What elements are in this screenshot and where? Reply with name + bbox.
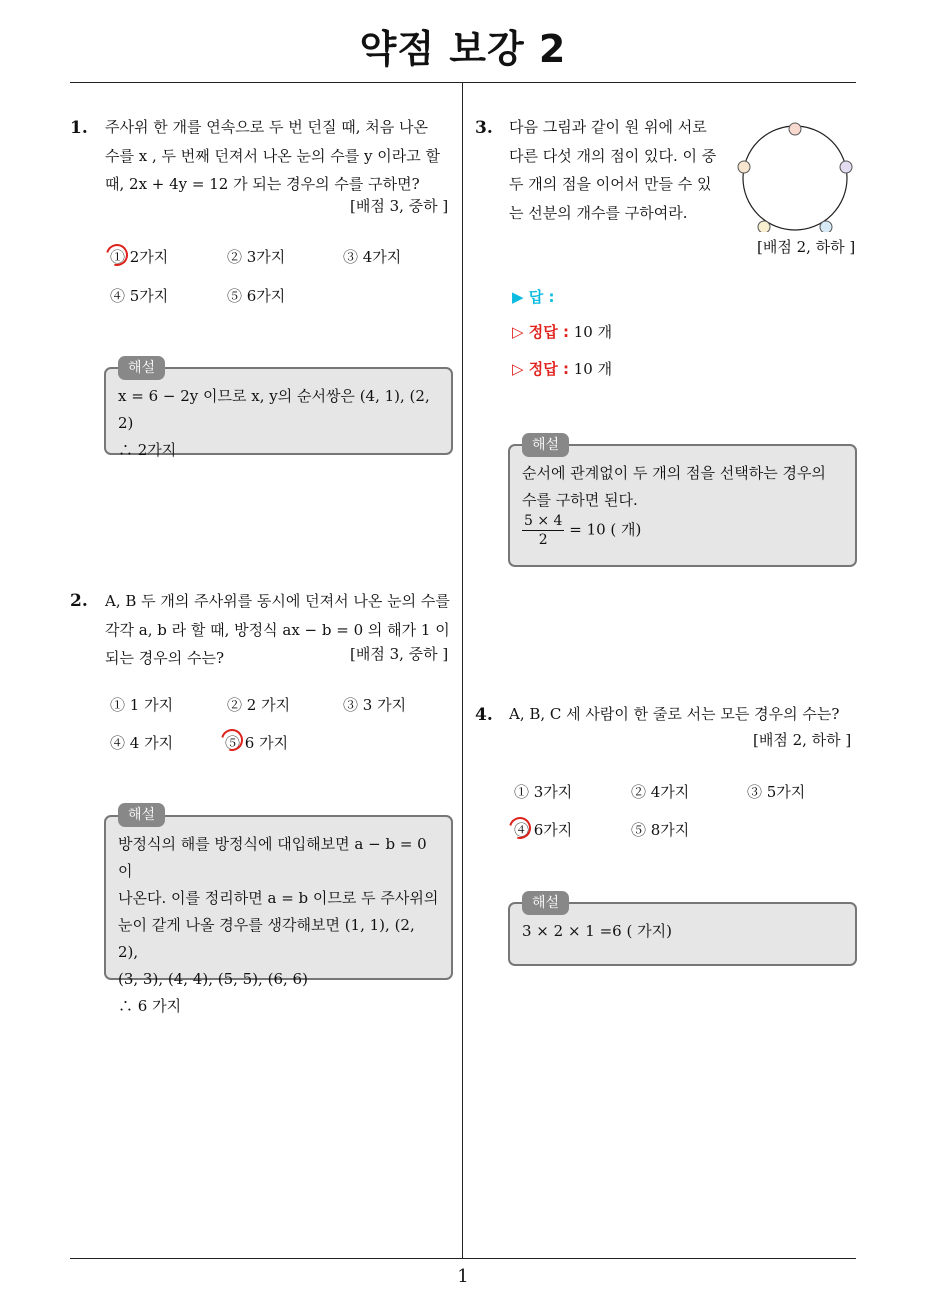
correct-answer-label: ▷ 정답 :	[512, 360, 569, 378]
explanation-tab: 해설	[118, 803, 165, 827]
explanation-box: 순서에 관계없이 두 개의 점을 선택하는 경우의 수를 구하면 된다. $\frac{5 \times 4}{2}$ = 10 ( 개)	[508, 444, 857, 567]
column-divider	[462, 82, 463, 1259]
correct-answer-line	[512, 358, 612, 379]
choice-5[interactable]: ⑤ 6가지	[227, 287, 286, 305]
fraction: $\frac{5 \times 4}{2}$	[524, 513, 563, 548]
correct-answer-label: ▷ 정답 :	[512, 323, 569, 341]
question-number: 3.	[475, 118, 493, 138]
choice-1[interactable]: ① 2가지	[110, 248, 169, 266]
circle-point	[820, 221, 832, 232]
circle-point	[840, 161, 852, 173]
question-text: A, B, C 세 사람이 한 줄로 서는 모든 경우의 수는?	[509, 705, 840, 723]
explanation-box: 3 × 2 × 1 =6 ( 가지)	[508, 902, 857, 966]
correct-answer-line	[512, 321, 612, 342]
circle-outline	[743, 126, 847, 230]
choice-5[interactable]: ⑤ 6 가지	[225, 734, 289, 752]
choice-2[interactable]: ② 2 가지	[227, 696, 291, 714]
correct-answer-value: 10 개	[573, 323, 613, 341]
circle-point	[789, 123, 801, 135]
bottom-rule	[70, 1258, 856, 1259]
circle-with-five-points-figure	[733, 120, 859, 232]
choice-2[interactable]: ② 4가지	[631, 783, 690, 801]
choice-4[interactable]: ④ 6가지	[514, 821, 573, 839]
fraction-expression: $\frac{5 \times 4}{2}$ = 10 ( 개)	[524, 513, 642, 548]
answer-label: ▶ 답 :	[512, 288, 555, 306]
question-number: 2.	[70, 591, 88, 611]
correct-answer-value: 10 개	[573, 360, 613, 378]
score-label: [배점 3, 중하 ]	[350, 645, 449, 663]
choice-5[interactable]: ⑤ 8가지	[631, 821, 690, 839]
question-number: 4.	[475, 705, 493, 725]
choice-4[interactable]: ④ 4 가지	[110, 734, 174, 752]
page-title: 약점 보강 2	[359, 27, 567, 71]
explanation-tab: 해설	[522, 891, 569, 915]
question-number: 1.	[70, 118, 88, 138]
question-text: 다음 그림과 같이 원 위에 서로 다른 다섯 개의 점이 있다. 이 중 두 개의 점을 이어서 만들 수 있 는 선분의 개수를 구하여라.	[509, 118, 717, 222]
top-rule	[70, 82, 856, 83]
choice-3[interactable]: ③ 3 가지	[343, 696, 407, 714]
score-label: [배점 2, 하하 ]	[753, 731, 852, 749]
choice-3[interactable]: ③ 5가지	[747, 783, 806, 801]
score-label: [배점 2, 하하 ]	[757, 238, 856, 256]
score-label: [배점 3, 중하 ]	[350, 197, 449, 215]
circle-point	[758, 221, 770, 232]
answer-input-line[interactable]	[512, 286, 554, 307]
choice-1[interactable]: ① 3가지	[514, 783, 573, 801]
question-text: 주사위 한 개를 연속으로 두 번 던질 때, 처음 나온 수를 x , 두 번째 던져서 나온 눈의 수를 y 이라고 할 때, 2x + 4y = 12 가 되는 경우의 수를 구하면?	[105, 118, 440, 193]
question-text: A, B 두 개의 주사위를 동시에 던져서 나온 눈의 수를 각각 a, b 라 할 때, 방정식 ax − b = 0 의 해가 1 이 되는 경우의 수는?	[105, 592, 450, 667]
explanation-tab: 해설	[118, 356, 165, 380]
choice-4[interactable]: ④ 5가지	[110, 287, 169, 305]
choice-3[interactable]: ③ 4가지	[343, 248, 402, 266]
explanation-tab: 해설	[522, 433, 569, 457]
choice-2[interactable]: ② 3가지	[227, 248, 286, 266]
page-number: 1	[457, 1266, 469, 1287]
explanation-box: x = 6 − 2y 이므로 x, y의 순서쌍은 (4, 1), (2, 2) ∴ 2가지	[104, 367, 453, 455]
choice-1[interactable]: ① 1 가지	[110, 696, 174, 714]
circle-point	[738, 161, 750, 173]
explanation-box: 방정식의 해를 방정식에 대입해보면 a − b = 0이 나온다. 이를 정리하면 a = b 이므로 두 주사위의 눈이 같게 나올 경우를 생각해보면 (1, 1), (2, 2), (3, 3), (4, 4), (5, 5), (6, 6) ∴ 6 가지	[104, 815, 453, 980]
